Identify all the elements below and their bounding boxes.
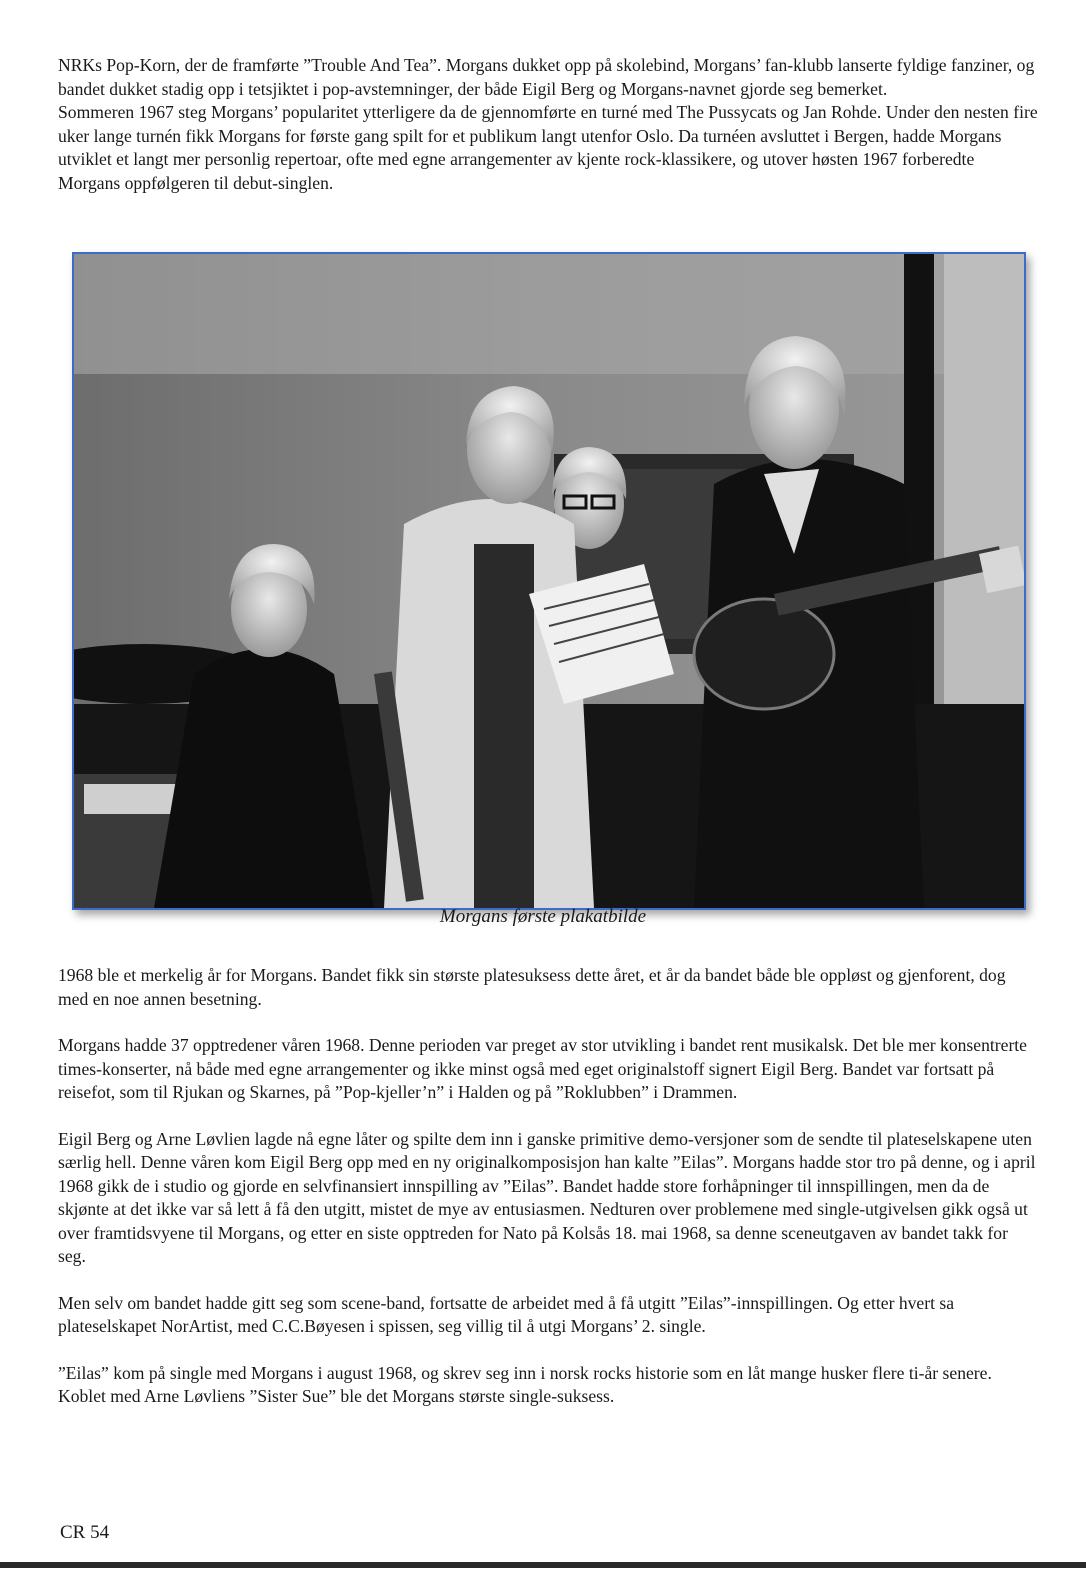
paragraph: ”Eilas” kom på single med Morgans i august 1968, og skrev seg inn i norsk rocks historie som en låt mange husker flere ti-år senere. Koblet med Arne Løvliens ”Sister Sue” ble det Morgans største single-suksess.	[58, 1362, 992, 1406]
bottom-rule	[0, 1562, 1086, 1568]
paragraph: Morgans hadde 37 opptredener våren 1968. Denne perioden var preget av stor utvikling i bandet rent musikalsk. Det ble mer konsentrerte times-konserter, nå både med egne arrangementer og ikke minst også med eget originalstoff signert Eigil Berg. Bandet var fortsatt på reisefot, som til Rjukan og Skarnes, på ”Pop-kjeller’n” i Halden og på ”Roklubben” i Drammen.	[58, 1035, 1027, 1102]
body-text	[58, 964, 1038, 1432]
paragraph: NRKs Pop-Korn, der de framførte ”Trouble And Tea”. Morgans dukket opp på skolebind, Morgans’ fan-klubb lanserte fyldige fanziner, og bandet dukket stadig opp i tetsjiktet i pop-avstemninger, der både Eigil Berg og Morgans-navnet gjorde seg bemerket.	[58, 55, 1035, 99]
paragraph: 1968 ble et merkelig år for Morgans. Bandet fikk sin største platesuksess dette året, et år da bandet både ble oppløst og gjenforent, dog med en noe annen besetning.	[58, 965, 1006, 1009]
photo-caption: Morgans første plakatbilde	[439, 906, 647, 927]
paragraph: Sommeren 1967 steg Morgans’ popularitet ytterligere da de gjennomførte en turné med The Pussycats og Jan Rohde. Under den nesten fire uker lange turnén fikk Morgans for første gang spilt for et publikum langt utenfor Oslo. Da turnéen avsluttet i Bergen, hadde Morgans utviklet et langt mer personlig repertoar, ofte med egne arrangementer av kjente rock-klassikere, og utover høsten 1967 forberedte Morgans oppfølgeren til debut-singlen.	[58, 102, 1038, 193]
intro-text	[58, 54, 1038, 195]
band-photo-image	[74, 254, 1024, 908]
page-number: CR 54	[60, 1522, 110, 1543]
band-photo	[72, 252, 1026, 910]
paragraph: Men selv om bandet hadde gitt seg som scene-band, fortsatte de arbeidet med å få utgitt ”Eilas”-innspillingen. Og etter hvert sa plateselskapet NorArtist, med C.C.Bøyesen i spissen, seg villig til å utgi Morgans’ 2. single.	[58, 1292, 955, 1336]
paragraph: Eigil Berg og Arne Løvlien lagde nå egne låter og spilte dem inn i ganske primitive demo-versjoner som de sendte til plateselskapene uten særlig hell. Denne våren kom Eigil Berg opp med en ny originalkomposisjon han kalte ”Eilas”. Morgans hadde stor tro på denne, og i april 1968 gikk de i studio og gjorde en selvfinansiert innspilling av ”Eilas”. Bandet hadde store forhåpninger til innspillingen, men da de skjønte at det ikke var så lett å få den utgitt, mistet de mye av entusiasmen. Nedturen over problemene med single-utgivelsen gikk også ut over framtidsvyene til Morgans, og etter en siste opptreden for Nato på Kolsås 18. mai 1968, sa denne sceneutgaven av bandet takk for seg.	[58, 1128, 1036, 1266]
